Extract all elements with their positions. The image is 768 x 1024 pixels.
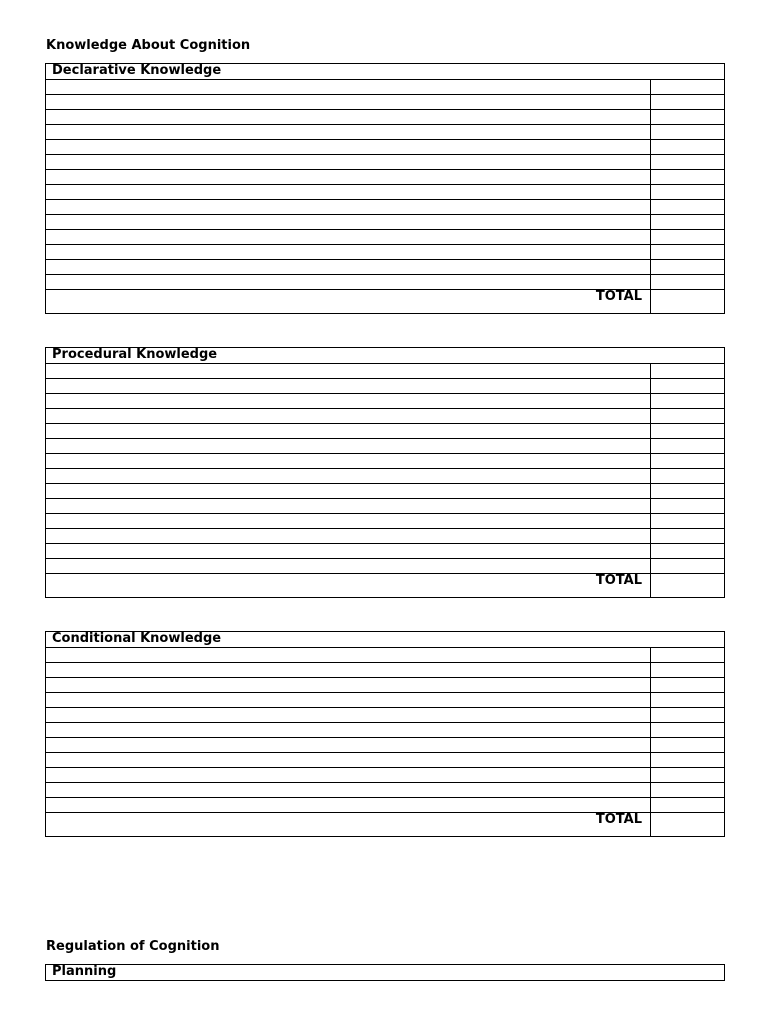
item-cell[interactable]	[46, 708, 651, 723]
score-cell[interactable]	[651, 110, 725, 125]
score-cell[interactable]	[651, 663, 725, 678]
item-cell[interactable]	[46, 693, 651, 708]
item-cell[interactable]	[46, 529, 651, 544]
item-cell[interactable]	[46, 559, 651, 574]
item-cell[interactable]	[46, 95, 651, 110]
score-cell[interactable]	[651, 275, 725, 290]
table-row	[46, 454, 725, 469]
table-row	[46, 544, 725, 559]
total-row	[46, 574, 725, 598]
table-row	[46, 140, 725, 155]
item-cell[interactable]	[46, 140, 651, 155]
item-cell[interactable]	[46, 230, 651, 245]
item-cell[interactable]	[46, 439, 651, 454]
total-label: TOTAL	[46, 813, 651, 837]
table-row	[46, 185, 725, 200]
table-row	[46, 648, 725, 663]
item-cell[interactable]	[46, 200, 651, 215]
score-cell[interactable]	[651, 245, 725, 260]
score-cell[interactable]	[651, 215, 725, 230]
table-row	[46, 738, 725, 753]
item-cell[interactable]	[46, 663, 651, 678]
item-cell[interactable]	[46, 409, 651, 424]
score-cell[interactable]	[651, 155, 725, 170]
score-cell[interactable]	[651, 544, 725, 559]
table-row	[46, 499, 725, 514]
score-cell[interactable]	[651, 648, 725, 663]
total-score-cell[interactable]	[651, 290, 725, 314]
total-row	[46, 290, 725, 314]
table-row	[46, 364, 725, 379]
item-cell[interactable]	[46, 364, 651, 379]
item-cell[interactable]	[46, 454, 651, 469]
score-cell[interactable]	[651, 230, 725, 245]
item-cell[interactable]	[46, 394, 651, 409]
score-cell[interactable]	[651, 394, 725, 409]
table-row	[46, 245, 725, 260]
table-row	[46, 768, 725, 783]
table-row	[46, 409, 725, 424]
item-cell[interactable]	[46, 514, 651, 529]
table-row	[46, 529, 725, 544]
table-row	[46, 753, 725, 768]
table-title: Declarative Knowledge	[46, 64, 725, 80]
item-cell[interactable]	[46, 798, 651, 813]
table-row	[46, 275, 725, 290]
score-cell[interactable]	[651, 200, 725, 215]
item-cell[interactable]	[46, 185, 651, 200]
table-row	[46, 439, 725, 454]
item-cell[interactable]	[46, 215, 651, 230]
item-cell[interactable]	[46, 80, 651, 95]
table-row	[46, 424, 725, 439]
declarative-knowledge-table	[45, 63, 725, 314]
item-cell[interactable]	[46, 379, 651, 394]
score-cell[interactable]	[651, 798, 725, 813]
table-row	[46, 708, 725, 723]
score-cell[interactable]	[651, 723, 725, 738]
total-label: TOTAL	[46, 574, 651, 598]
score-cell[interactable]	[651, 783, 725, 798]
table-row	[46, 723, 725, 738]
score-cell[interactable]	[651, 439, 725, 454]
item-cell[interactable]	[46, 155, 651, 170]
item-cell[interactable]	[46, 260, 651, 275]
score-cell[interactable]	[651, 95, 725, 110]
table-row	[46, 394, 725, 409]
section-heading-regulation: Regulation of Cognition	[46, 939, 220, 954]
item-cell[interactable]	[46, 678, 651, 693]
section-heading-knowledge: Knowledge About Cognition	[46, 38, 251, 53]
item-cell[interactable]	[46, 484, 651, 499]
score-cell[interactable]	[651, 469, 725, 484]
table-row	[46, 559, 725, 574]
table-row	[46, 95, 725, 110]
score-cell[interactable]	[651, 529, 725, 544]
table-row	[46, 514, 725, 529]
score-cell[interactable]	[651, 499, 725, 514]
item-cell[interactable]	[46, 275, 651, 290]
total-row	[46, 813, 725, 837]
table-title: Planning	[46, 965, 725, 981]
table-row	[46, 215, 725, 230]
table-row	[46, 80, 725, 95]
item-cell[interactable]	[46, 753, 651, 768]
item-cell[interactable]	[46, 648, 651, 663]
score-cell[interactable]	[651, 514, 725, 529]
table-title: Conditional Knowledge	[46, 632, 725, 648]
score-cell[interactable]	[651, 185, 725, 200]
item-cell[interactable]	[46, 499, 651, 514]
item-cell[interactable]	[46, 469, 651, 484]
item-cell[interactable]	[46, 125, 651, 140]
score-cell[interactable]	[651, 170, 725, 185]
table-row	[46, 200, 725, 215]
item-cell[interactable]	[46, 768, 651, 783]
score-cell[interactable]	[651, 80, 725, 95]
table-row	[46, 663, 725, 678]
item-cell[interactable]	[46, 110, 651, 125]
item-cell[interactable]	[46, 783, 651, 798]
score-cell[interactable]	[651, 424, 725, 439]
table-row	[46, 230, 725, 245]
table-row	[46, 693, 725, 708]
total-score-cell[interactable]	[651, 574, 725, 598]
item-cell[interactable]	[46, 170, 651, 185]
score-cell[interactable]	[651, 125, 725, 140]
total-score-cell[interactable]	[651, 813, 725, 837]
item-cell[interactable]	[46, 424, 651, 439]
score-cell[interactable]	[651, 693, 725, 708]
score-cell[interactable]	[651, 484, 725, 499]
score-cell[interactable]	[651, 140, 725, 155]
score-cell[interactable]	[651, 260, 725, 275]
table-row	[46, 125, 725, 140]
table-title: Procedural Knowledge	[46, 348, 725, 364]
item-cell[interactable]	[46, 738, 651, 753]
score-cell[interactable]	[651, 364, 725, 379]
score-cell[interactable]	[651, 708, 725, 723]
score-cell[interactable]	[651, 559, 725, 574]
table-row	[46, 379, 725, 394]
conditional-knowledge-table	[45, 631, 725, 837]
item-cell[interactable]	[46, 245, 651, 260]
item-cell[interactable]	[46, 723, 651, 738]
table-row	[46, 155, 725, 170]
table-row	[46, 110, 725, 125]
planning-table	[45, 964, 725, 981]
table-row	[46, 798, 725, 813]
table-row	[46, 484, 725, 499]
table-row	[46, 260, 725, 275]
table-row	[46, 170, 725, 185]
procedural-knowledge-table	[45, 347, 725, 598]
table-row	[46, 678, 725, 693]
score-cell[interactable]	[651, 768, 725, 783]
score-cell[interactable]	[651, 409, 725, 424]
score-cell[interactable]	[651, 738, 725, 753]
score-cell[interactable]	[651, 753, 725, 768]
score-cell[interactable]	[651, 678, 725, 693]
score-cell[interactable]	[651, 379, 725, 394]
item-cell[interactable]	[46, 544, 651, 559]
total-label: TOTAL	[46, 290, 651, 314]
table-row	[46, 469, 725, 484]
table-row	[46, 783, 725, 798]
score-cell[interactable]	[651, 454, 725, 469]
